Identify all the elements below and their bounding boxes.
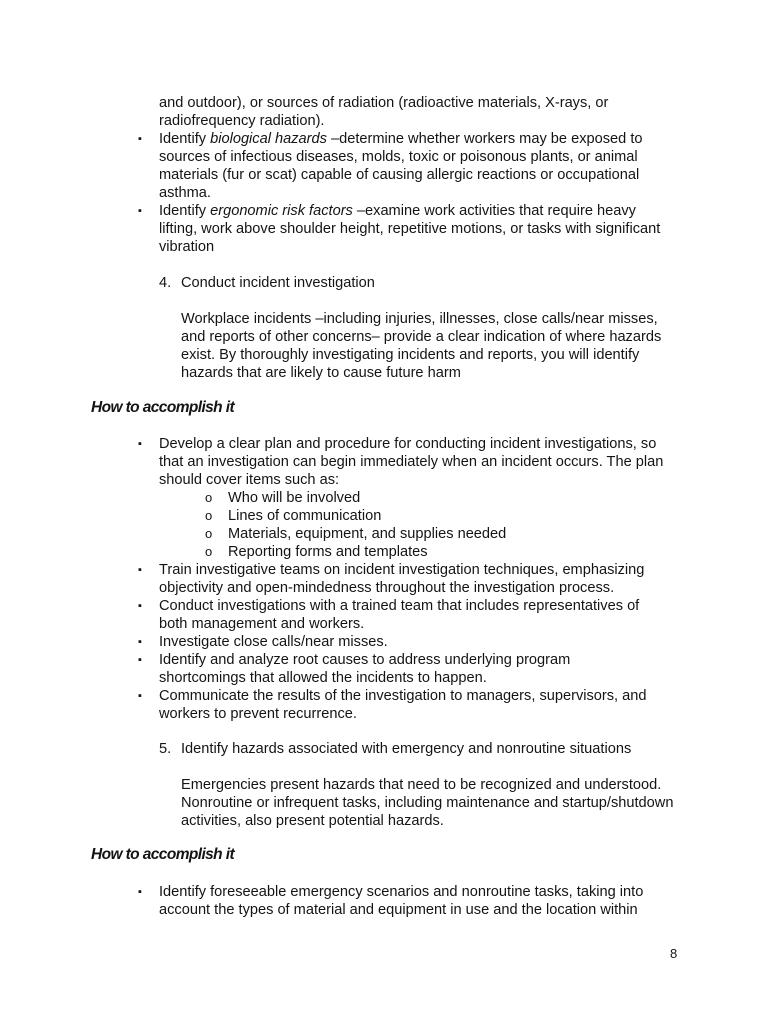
- bullet-marker: ▪: [138, 564, 142, 576]
- biological-hazards-item: Identify biological hazards –determine whether workers may be exposed to sources of infectious diseases, molds, toxic or poisonous plants, or animal materials (fur or scat) capable of causing allergic reactions or occupational asthma.: [159, 131, 643, 201]
- continuation-paragraph: and outdoor), or sources of radiation (radioactive materials, X-rays, or radiofrequency radiation).: [159, 95, 609, 129]
- sub-bullet-marker: o: [205, 508, 213, 523]
- plan-item: Materials, equipment, and supplies needed: [228, 526, 507, 542]
- bullet-marker: ▪: [138, 690, 142, 702]
- ergonomic-risk-term: ergonomic risk factors: [210, 203, 353, 219]
- step-4-title: Conduct incident investigation: [181, 275, 375, 291]
- train-teams-item: Train investigative teams on incident investigation techniques, emphasizing objectivity and open-mindedness throughout the investigation process.: [159, 562, 645, 596]
- bullet-marker: ▪: [138, 438, 142, 450]
- bullet-marker: ▪: [138, 205, 142, 217]
- bullet-marker: ▪: [138, 886, 142, 898]
- foreseeable-emergency-item: Identify foreseeable emergency scenarios and nonroutine tasks, taking into account the types of material and equipment in use and the location within: [159, 884, 644, 918]
- sub-bullet-marker: o: [205, 490, 213, 505]
- page-number: 8: [670, 946, 678, 961]
- step-5-body: Emergencies present hazards that need to be recognized and understood. Nonroutine or infrequent tasks, including maintenance and startup/shutdown activities, also present potential hazards.: [181, 777, 674, 829]
- step-4-number: 4.: [159, 275, 172, 291]
- communicate-results-item: Communicate the results of the investigation to managers, supervisors, and workers to prevent recurrence.: [159, 688, 647, 722]
- develop-plan-item: Develop a clear plan and procedure for conducting incident investigations, so that an investigation can begin immediately when an incident occurs. The plan should cover items such as:: [159, 436, 664, 488]
- plan-item: Lines of communication: [228, 508, 382, 524]
- step-4-body: Workplace incidents –including injuries, illnesses, close calls/near misses, and reports of other concerns– provide a clear indication of where hazards exist. By thoroughly investigating incidents and reports, you will identify hazards that are likely to cause future harm: [181, 311, 662, 381]
- plan-item: Reporting forms and templates: [228, 544, 428, 560]
- sub-bullet-marker: o: [205, 544, 213, 559]
- how-to-accomplish-heading: How to accomplish it: [91, 399, 235, 416]
- sub-bullet-marker: o: [205, 526, 213, 541]
- ergonomic-risk-item: Identify ergonomic risk factors –examine work activities that require heavy lifting, work above shoulder height, repetitive motions, or tasks with significant vibration: [159, 203, 661, 255]
- bullet-marker: ▪: [138, 600, 142, 612]
- root-causes-item: Identify and analyze root causes to address underlying program shortcomings that allowed the incidents to happen.: [159, 652, 571, 686]
- bullet-marker: ▪: [138, 636, 142, 648]
- biological-hazards-term: biological hazards: [210, 131, 327, 147]
- conduct-investigations-item: Conduct investigations with a trained team that includes representatives of both management and workers.: [159, 598, 640, 632]
- bullet-marker: ▪: [138, 133, 142, 145]
- bullet-marker: ▪: [138, 654, 142, 666]
- close-calls-item: Investigate close calls/near misses.: [159, 634, 388, 650]
- plan-item: Who will be involved: [228, 490, 361, 506]
- step-5-title: Identify hazards associated with emergency and nonroutine situations: [181, 741, 632, 757]
- how-to-accomplish-heading: How to accomplish it: [91, 846, 235, 863]
- step-5-number: 5.: [159, 741, 172, 757]
